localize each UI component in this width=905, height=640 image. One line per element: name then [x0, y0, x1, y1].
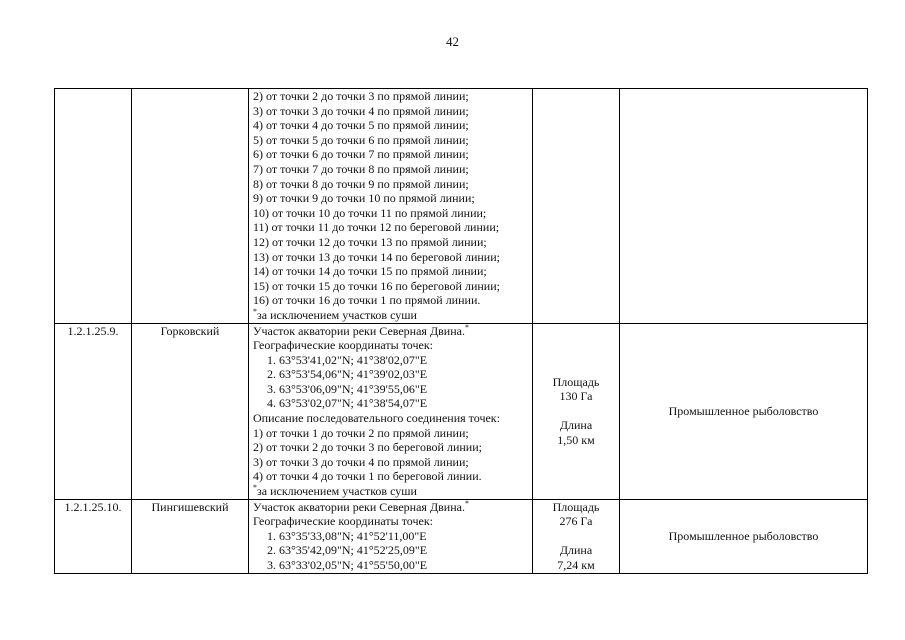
connection-line: 2) от точки 2 до точки 3 по прямой линии; — [253, 89, 469, 103]
length-label: Длина — [559, 418, 593, 433]
coordinate-line: 1. 63°53'41,02"N; 41°38'02,07"E — [267, 352, 428, 367]
cell-description — [249, 89, 533, 324]
area-label: Площадь — [552, 374, 600, 389]
cell-description — [249, 499, 533, 573]
footnote — [253, 308, 532, 323]
cell-number — [55, 89, 132, 324]
coordinate-line: 3. 63°33'02,05"N; 41°55'50,00"E — [267, 558, 428, 572]
table-row-continuation — [55, 89, 868, 324]
connection-line: 14) от точки 14 до точки 15 по прямой линии; — [253, 264, 487, 279]
connection-line: 4) от точки 4 до точки 1 по береговой линии. — [253, 469, 482, 484]
cell-name: Пингишевский — [132, 499, 249, 573]
footnote-mark: * — [464, 499, 469, 508]
table-row — [55, 323, 868, 499]
table-row — [55, 499, 868, 573]
cell-name — [132, 89, 249, 324]
connection-line: 15) от точки 15 до точки 16 по береговой линии; — [253, 278, 500, 293]
connections-header: Описание последовательного соединения точек: — [253, 411, 500, 426]
cell-number: 1.2.1.25.9. — [55, 323, 132, 499]
connection-line: 3) от точки 3 до точки 4 по прямой линии; — [253, 454, 469, 469]
connection-line: 12) от точки 12 до точки 13 по прямой линии; — [253, 234, 487, 249]
cell-usage: Промышленное рыболовство — [620, 323, 868, 499]
area-title: Участок акватории реки Северная Двина.* — [253, 499, 469, 514]
coords-header: Географические координаты точек: — [253, 338, 433, 353]
area-value: 130 Га — [559, 389, 593, 404]
area-value: 276 Га — [559, 514, 593, 529]
connection-line: 10) от точки 10 до точки 11 по прямой линии; — [253, 205, 487, 220]
connection-line: 7) от точки 7 до точки 8 по прямой линии; — [253, 161, 469, 176]
footnote-mark: * — [464, 323, 469, 332]
cell-description — [249, 323, 533, 499]
area-title: Участок акватории реки Северная Двина.* — [253, 323, 469, 338]
cell-number: 1.2.1.25.10. — [55, 499, 132, 573]
length-value: 1,50 км — [557, 432, 595, 447]
connection-line: 13) от точки 13 до точки 14 по береговой линии; — [253, 249, 500, 264]
connection-line: 9) от точки 9 до точки 10 по прямой линии; — [253, 191, 475, 206]
fishing-areas-table — [54, 88, 868, 574]
footnote-mark: * — [253, 306, 257, 316]
footnote-text: за исключением участков суши — [257, 307, 417, 322]
footnote — [253, 484, 532, 499]
area-label: Площадь — [552, 499, 600, 514]
length-label: Длина — [559, 543, 593, 558]
cell-usage — [620, 89, 868, 324]
connection-line: 6) от точки 6 до точки 7 по прямой линии; — [253, 147, 469, 162]
page-number: 42 — [446, 34, 459, 49]
connection-line: 5) от точки 5 до точки 6 по прямой линии; — [253, 132, 469, 147]
footnote-text: за исключением участков суши — [257, 484, 417, 499]
coords-header: Географические координаты точек: — [253, 514, 433, 529]
length-value: 7,24 км — [557, 558, 595, 572]
connection-line: 11) от точки 11 до точки 12 по береговой линии; — [253, 220, 500, 235]
coordinate-line: 1. 63°35'33,08"N; 41°52'11,00"E — [267, 528, 427, 543]
connection-line: 2) от точки 2 до точки 3 по береговой линии; — [253, 440, 482, 455]
connection-line: 16) от точки 16 до точки 1 по прямой линии. — [253, 293, 481, 308]
coordinate-line: 3. 63°53'06,09"N; 41°39'55,06"E — [267, 381, 428, 396]
coordinate-line: 4. 63°53'02,07"N; 41°38'54,07"E — [267, 396, 428, 411]
footnote-mark: * — [253, 483, 257, 493]
cell-params — [533, 323, 620, 499]
connection-line: 3) от точки 3 до точки 4 по прямой линии; — [253, 103, 469, 118]
coordinate-line: 2. 63°35'42,09"N; 41°52'25,09"E — [267, 543, 428, 558]
connection-line: 1) от точки 1 до точки 2 по прямой линии; — [253, 425, 469, 440]
cell-usage: Промышленное рыболовство — [620, 499, 868, 573]
cell-params — [533, 89, 620, 324]
cell-name: Горковский — [132, 323, 249, 499]
connection-line: 8) от точки 8 до точки 9 по прямой линии; — [253, 176, 469, 191]
cell-params — [533, 499, 620, 573]
coordinate-line: 2. 63°53'54,06"N; 41°39'02,03"E — [267, 367, 428, 382]
connection-line: 4) от точки 4 до точки 5 по прямой линии; — [253, 118, 469, 133]
